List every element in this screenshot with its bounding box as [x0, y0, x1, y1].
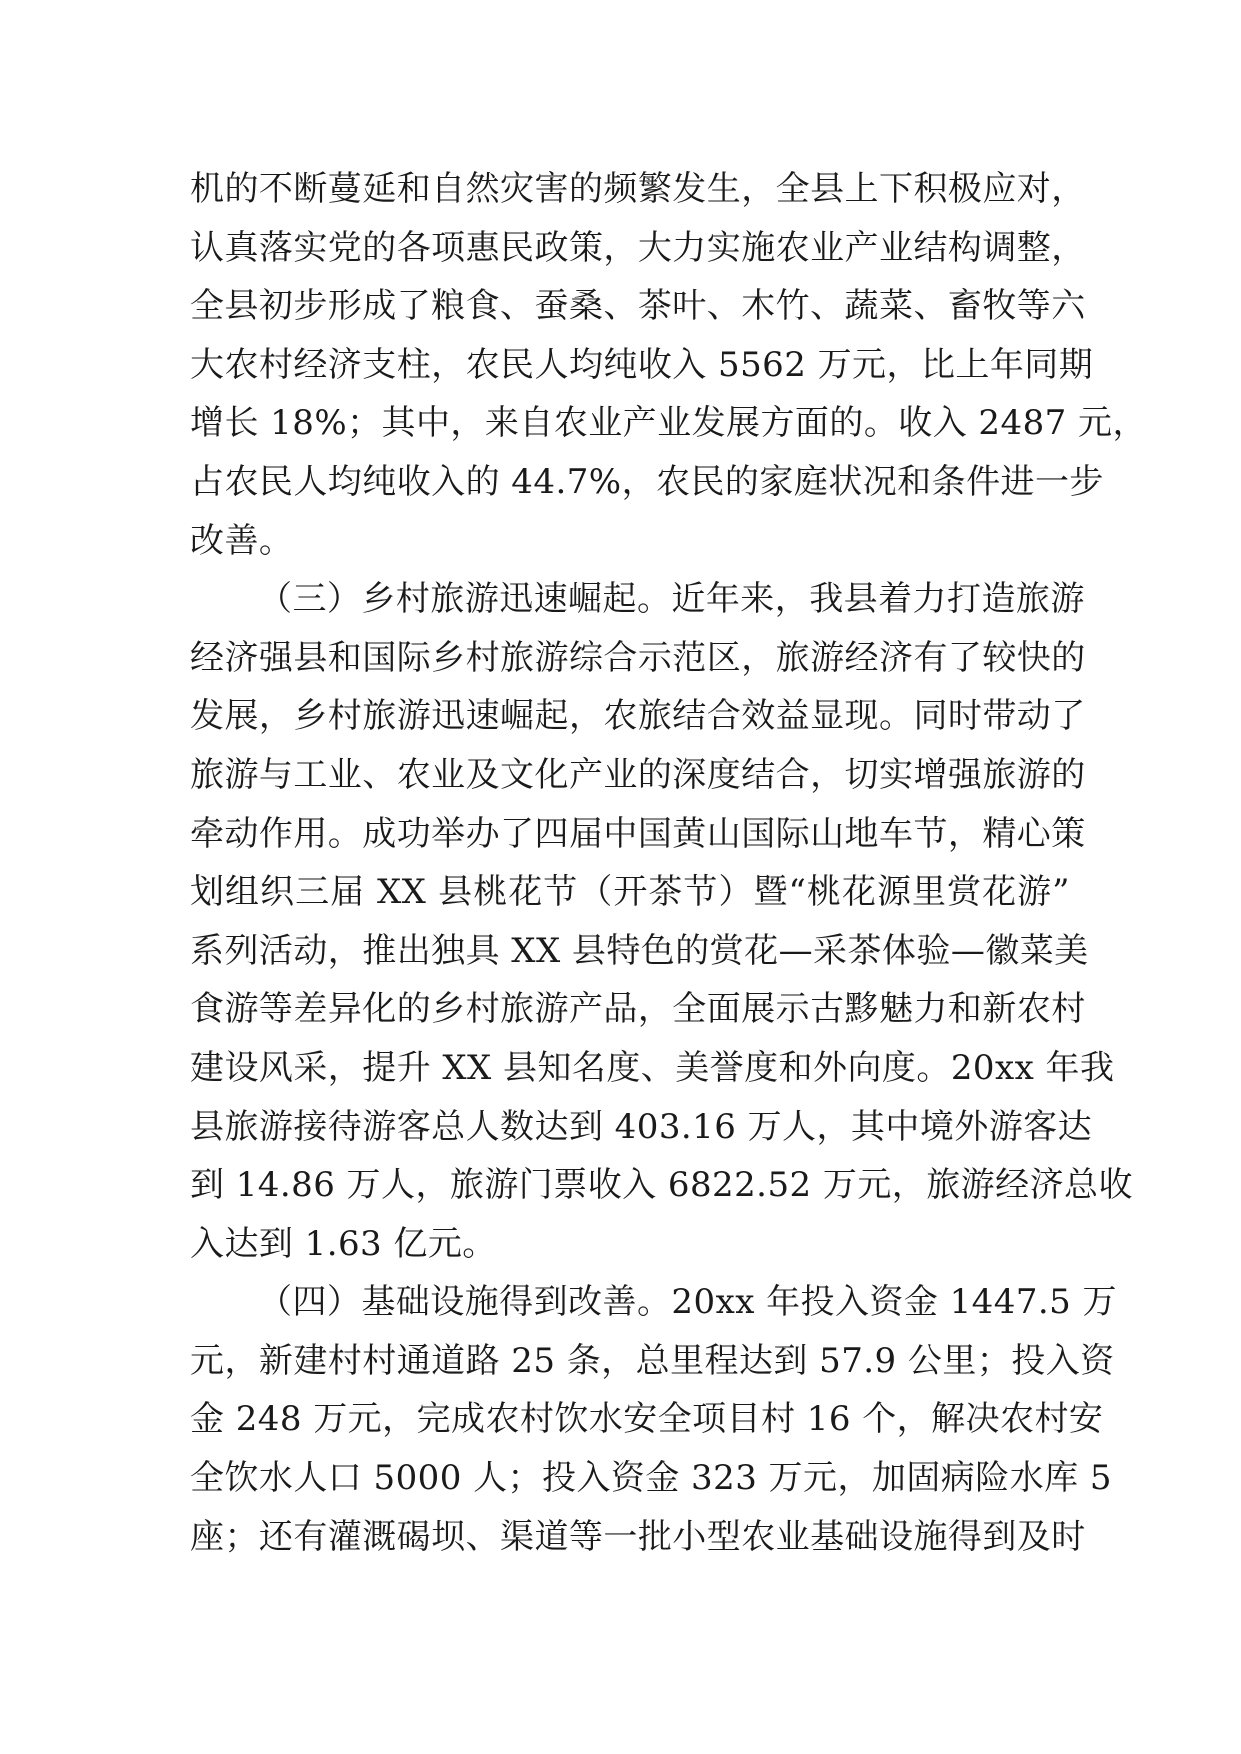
paragraph-3 [190, 1273, 1117, 1566]
text-line: 金 248 万元，完成农村饮水安全项目村 16 个，解决农村安 [190, 1399, 1104, 1440]
text-line: 全县初步形成了粮食、蚕桑、茶叶、木竹、蔬菜、畜牧等六 [190, 286, 1086, 327]
text-line: 划组织三届 XX 县桃花节（开茶节）暨“桃花源里赏花游” [190, 872, 1070, 913]
text-line: 牵动作用。成功举办了四届中国黄山国际山地车节，精心策 [190, 813, 1086, 854]
paragraph-1 [190, 160, 1147, 570]
text-line: 大农村经济支柱，农民人均纯收入 5562 万元，比上年同期 [190, 344, 1094, 385]
text-line: 全饮水人口 5000 人；投入资金 323 万元，加固病险水库 5 [190, 1458, 1112, 1499]
text-line: 座；还有灌溉碣坝、渠道等一批小型农业基础设施得到及时 [190, 1516, 1086, 1557]
text-line: 旅游与工业、农业及文化产业的深度结合，切实增强旅游的 [190, 754, 1086, 795]
text-line: 建设风采，提升 XX 县知名度、美誉度和外向度。20xx 年我 [190, 1047, 1115, 1088]
text-line: 经济强县和国际乡村旅游综合示范区，旅游经济有了较快的 [190, 637, 1086, 678]
text-line: 发展，乡村旅游迅速崛起，农旅结合效益显现。同时带动了 [190, 696, 1086, 737]
text-line: 元，新建村村通道路 25 条，总里程达到 57.9 公里；投入资 [190, 1340, 1115, 1381]
text-line: 增长 18%；其中，来自农业产业发展方面的。收入 2487 元， [190, 403, 1147, 444]
paragraph-2 [190, 570, 1133, 1273]
text-line: 食游等差异化的乡村旅游产品，全面展示古黟魅力和新农村 [190, 989, 1086, 1030]
text-line: 系列活动，推出独具 XX 县特色的赏花—采茶体验—徽菜美 [190, 930, 1089, 971]
document-body [190, 160, 1147, 1566]
text-line: 改善。 [190, 520, 294, 561]
text-line: 县旅游接待游客总人数达到 403.16 万人，其中境外游客达 [190, 1106, 1093, 1147]
text-line: （三）乡村旅游迅速崛起。近年来，我县着力打造旅游 [258, 579, 1085, 620]
text-line: 认真落实党的各项惠民政策，大力实施农业产业结构调整， [190, 227, 1086, 268]
text-line: 到 14.86 万人，旅游门票收入 6822.52 万元，旅游经济总收 [190, 1165, 1133, 1206]
text-line: 机的不断蔓延和自然灾害的频繁发生，全县上下积极应对， [190, 169, 1086, 209]
text-line: 占农民人均纯收入的 44.7%，农民的家庭状况和条件进一步 [190, 461, 1104, 502]
text-line: （四）基础设施得到改善。20xx 年投入资金 1447.5 万 [258, 1282, 1117, 1323]
text-line: 入达到 1.63 亿元。 [190, 1223, 497, 1264]
